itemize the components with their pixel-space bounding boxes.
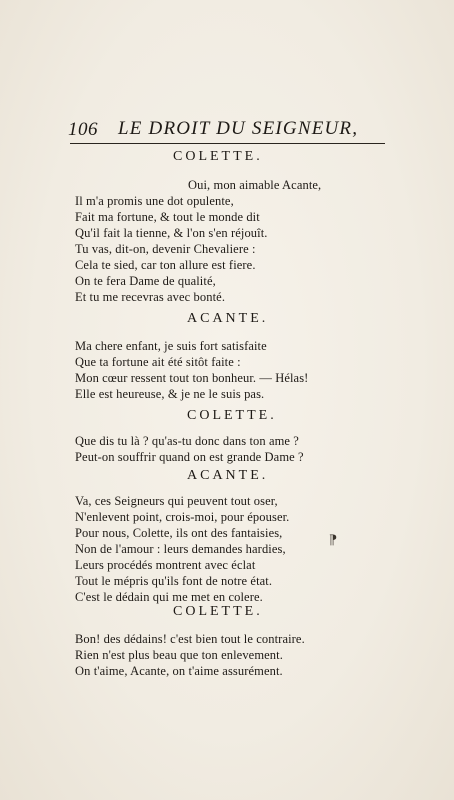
- verse-line: Il m'a promis une dot opulente,: [75, 194, 234, 208]
- verse-line: Que dis tu là ? qu'as-tu donc dans ton ame ?: [75, 434, 299, 448]
- verse-line: Oui, mon aimable Acante,: [188, 178, 322, 192]
- speaker-heading: ACANTE.: [187, 311, 269, 326]
- verse-line: Tout le mépris qu'ils font de notre état.: [75, 574, 273, 588]
- verse-line: Elle est heureuse, & je ne le suis pas.: [75, 387, 265, 401]
- verse-line: On te fera Dame de qualité,: [75, 274, 216, 288]
- verse-line: Leurs procédés montrent avec éclat: [75, 558, 256, 572]
- verse-line: Va, ces Seigneurs qui peuvent tout oser,: [75, 494, 278, 508]
- header-rule: [70, 143, 385, 144]
- verse-line: C'est le dédain qui me met en colere.: [75, 590, 263, 604]
- verse-line: Tu vas, dit-on, devenir Chevaliere :: [75, 242, 256, 256]
- speaker-heading: COLETTE.: [173, 604, 263, 619]
- speaker-heading: ACANTE.: [187, 468, 269, 483]
- verse-line: Cela te sied, car ton allure est fiere.: [75, 258, 256, 272]
- page-number: 106: [68, 119, 98, 140]
- verse-line: On t'aime, Acante, on t'aime assurément.: [75, 664, 283, 678]
- verse-line: N'enlevent point, crois-moi, pour épouser.: [75, 510, 290, 524]
- verse-line: Rien n'est plus beau que ton enlevement.: [75, 648, 283, 662]
- verse-line: Et tu me recevras avec bonté.: [75, 290, 226, 304]
- verse-line: Ma chere enfant, je suis fort satisfaite: [75, 339, 267, 353]
- verse-line: Non de l'amour : leurs demandes hardies,: [75, 542, 286, 556]
- verse-line: Qu'il fait la tienne, & l'on s'en réjouît.: [75, 226, 268, 240]
- verse-line: Pour nous, Colette, ils ont des fantaisies,: [75, 526, 283, 540]
- margin-mark: ⁋: [329, 532, 338, 547]
- running-title: LE DROIT DU SEIGNEUR,: [118, 118, 359, 139]
- verse-line: Bon! des dédains! c'est bien tout le contraire.: [75, 632, 305, 646]
- speaker-heading: COLETTE.: [187, 408, 277, 423]
- speaker-heading: COLETTE.: [173, 149, 263, 164]
- verse-line: Mon cœur ressent tout ton bonheur. — Hélas!: [75, 371, 309, 385]
- verse-line: Peut-on souffrir quand on est grande Dame ?: [75, 450, 304, 464]
- verse-line: Que ta fortune ait été sitôt faite :: [75, 355, 241, 369]
- verse-line: Fait ma fortune, & tout le monde dit: [75, 210, 260, 224]
